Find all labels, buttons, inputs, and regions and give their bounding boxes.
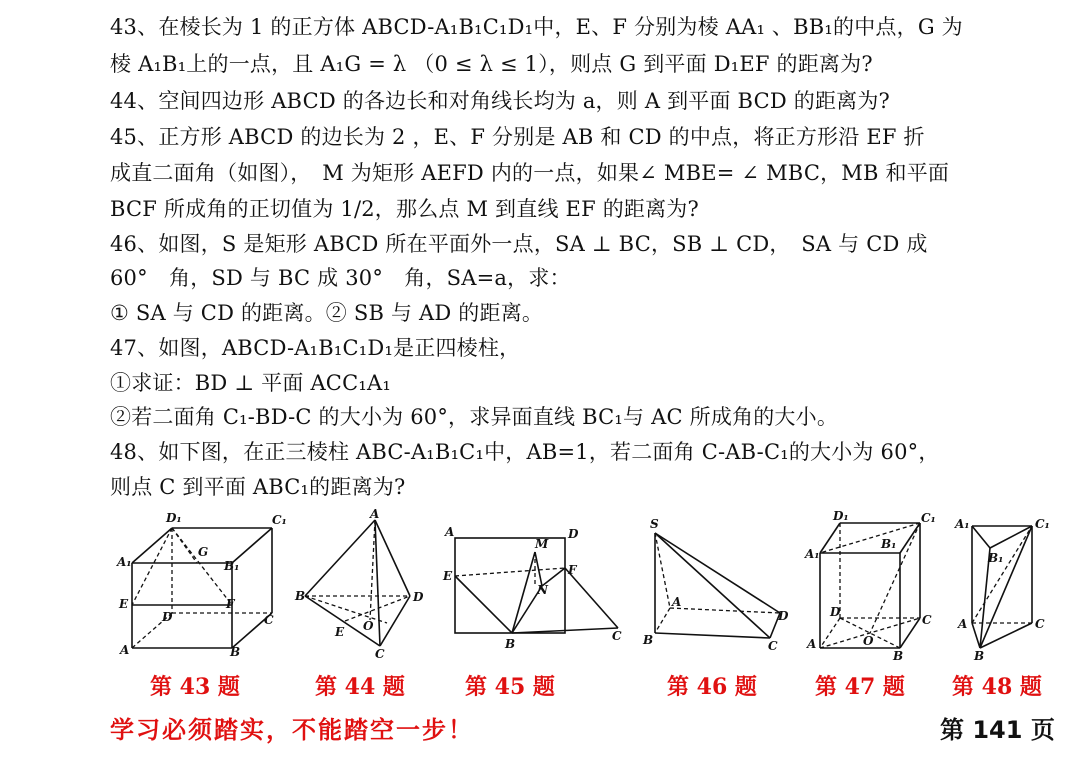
pyramid-diagram bbox=[640, 508, 790, 658]
problem-47-line-3: ②若二面角 C₁-BD-C 的大小为 60°，求异面直线 BC₁与 AC 所成角的大小。 bbox=[110, 405, 839, 429]
label-O: O bbox=[363, 619, 374, 633]
label-D: D bbox=[830, 605, 841, 619]
label-A: A bbox=[958, 617, 968, 631]
label-F: F bbox=[226, 597, 235, 611]
label-B1: B₁ bbox=[988, 551, 1004, 565]
page-prefix: 第 bbox=[940, 715, 964, 744]
cube-diagram bbox=[112, 508, 287, 659]
caption-45: 第 45 题 bbox=[465, 674, 555, 700]
label-A: A bbox=[445, 525, 455, 539]
label-S: S bbox=[650, 517, 659, 531]
problem-48-line-2: 则点 C 到平面 ABC₁的距离为? bbox=[110, 475, 406, 499]
footer-motto: 学习必须踏实，不能踏空一步！ bbox=[110, 715, 474, 744]
label-B1: B₁ bbox=[881, 537, 897, 551]
figure-45 bbox=[440, 508, 630, 658]
problem-45-line-1: 45、正方形 ABCD 的边长为 2 ，E、F 分别是 AB 和 CD 的中点，将正方形沿 EF 折 bbox=[110, 125, 925, 149]
figure-48 bbox=[950, 508, 1050, 663]
problem-46-line-1: 46、如图，S 是矩形 ABCD 所在平面外一点，SA ⊥ BC，SB ⊥ CD， SA 与 CD 成 bbox=[110, 232, 928, 256]
label-D: D bbox=[778, 609, 789, 623]
problem-46-line-2: 60° 角，SD 与 BC 成 30° 角，SA=a，求： bbox=[110, 266, 571, 290]
label-A: A bbox=[807, 637, 817, 651]
label-C: C bbox=[1035, 617, 1045, 631]
label-D1: D₁ bbox=[166, 511, 182, 525]
label-B: B bbox=[643, 633, 654, 647]
label-C: C bbox=[768, 639, 778, 653]
label-A: A bbox=[672, 595, 682, 609]
figure-43 bbox=[112, 508, 287, 659]
label-O: O bbox=[863, 634, 874, 648]
problem-48-line-1: 48、如下图，在正三棱柱 ABC-A₁B₁C₁中，AB=1，若二面角 C-AB-C₁的大小为 60°， bbox=[110, 440, 940, 464]
label-A1: A₁ bbox=[117, 555, 132, 569]
label-C: C bbox=[922, 613, 932, 627]
problem-43-line-1: 43、在棱长为 1 的正方体 ABCD-A₁B₁C₁D₁中，E、F 分别为棱 AA₁ 、BB₁的中点，G 为 bbox=[110, 15, 963, 39]
label-C: C bbox=[375, 647, 385, 661]
label-A: A bbox=[370, 507, 380, 521]
label-D: D bbox=[162, 610, 173, 624]
caption-47: 第 47 题 bbox=[815, 674, 905, 700]
problem-45-line-2: 成直二面角（如图）， M 为矩形 AEFD 内的一点，如果∠ MBE= ∠ MBC，MB 和平面 bbox=[110, 161, 950, 185]
figure-46 bbox=[640, 508, 790, 658]
page-suffix: 页 bbox=[1030, 715, 1055, 744]
label-C1: C₁ bbox=[921, 511, 936, 525]
caption-44: 第 44 题 bbox=[315, 674, 405, 700]
triangular-prism-diagram bbox=[950, 508, 1050, 663]
problem-46-line-3: ① SA 与 CD 的距离。② SB 与 AD 的距离。 bbox=[110, 301, 544, 325]
label-E: E bbox=[335, 625, 345, 639]
problem-45-line-3: BCF 所成角的正切值为 1/2，那么点 M 到直线 EF 的距离为? bbox=[110, 197, 699, 221]
caption-43: 第 43 题 bbox=[150, 674, 240, 700]
tetrahedron-diagram bbox=[295, 507, 430, 661]
label-B: B bbox=[893, 649, 904, 663]
figure-47 bbox=[805, 508, 936, 663]
label-C: C bbox=[612, 629, 622, 643]
label-C1: C₁ bbox=[272, 513, 287, 527]
label-F: F bbox=[568, 563, 577, 577]
figure-44 bbox=[295, 507, 430, 661]
label-M: M bbox=[535, 537, 549, 551]
label-B: B bbox=[230, 645, 241, 659]
label-E: E bbox=[119, 597, 129, 611]
problem-47-line-2: ①求证：BD ⊥ 平面 ACC₁A₁ bbox=[110, 371, 391, 395]
label-G: G bbox=[198, 545, 209, 559]
page-number bbox=[940, 710, 1055, 745]
label-D: D bbox=[568, 527, 579, 541]
label-A1: A₁ bbox=[805, 547, 820, 561]
prism-diagram bbox=[805, 508, 936, 663]
problem-44-line-1: 44、空间四边形 ABCD 的各边长和对角线长均为 a，则 A 到平面 BCD 的距离为? bbox=[110, 89, 891, 113]
label-C: C bbox=[264, 613, 274, 627]
label-D1: D₁ bbox=[833, 509, 849, 523]
caption-48: 第 48 题 bbox=[952, 674, 1042, 700]
label-B: B bbox=[505, 637, 516, 651]
folded-square-diagram bbox=[440, 508, 630, 658]
label-A: A bbox=[120, 643, 130, 657]
caption-46: 第 46 题 bbox=[667, 674, 757, 700]
label-B: B bbox=[295, 589, 306, 603]
label-A1: A₁ bbox=[955, 517, 970, 531]
label-D: D bbox=[413, 590, 424, 604]
label-C1: C₁ bbox=[1035, 517, 1050, 531]
problem-43-line-2: 棱 A₁B₁上的一点，且 A₁G = λ （0 ≤ λ ≤ 1），则点 G 到平面 D₁EF 的距离为? bbox=[110, 52, 873, 76]
page-number-value: 141 bbox=[972, 716, 1023, 744]
label-B1: B₁ bbox=[224, 559, 240, 573]
problem-47-line-1: 47、如图，ABCD-A₁B₁C₁D₁是正四棱柱， bbox=[110, 336, 521, 360]
label-N: N bbox=[537, 583, 548, 597]
label-B: B bbox=[974, 649, 985, 663]
label-E: E bbox=[443, 569, 453, 583]
